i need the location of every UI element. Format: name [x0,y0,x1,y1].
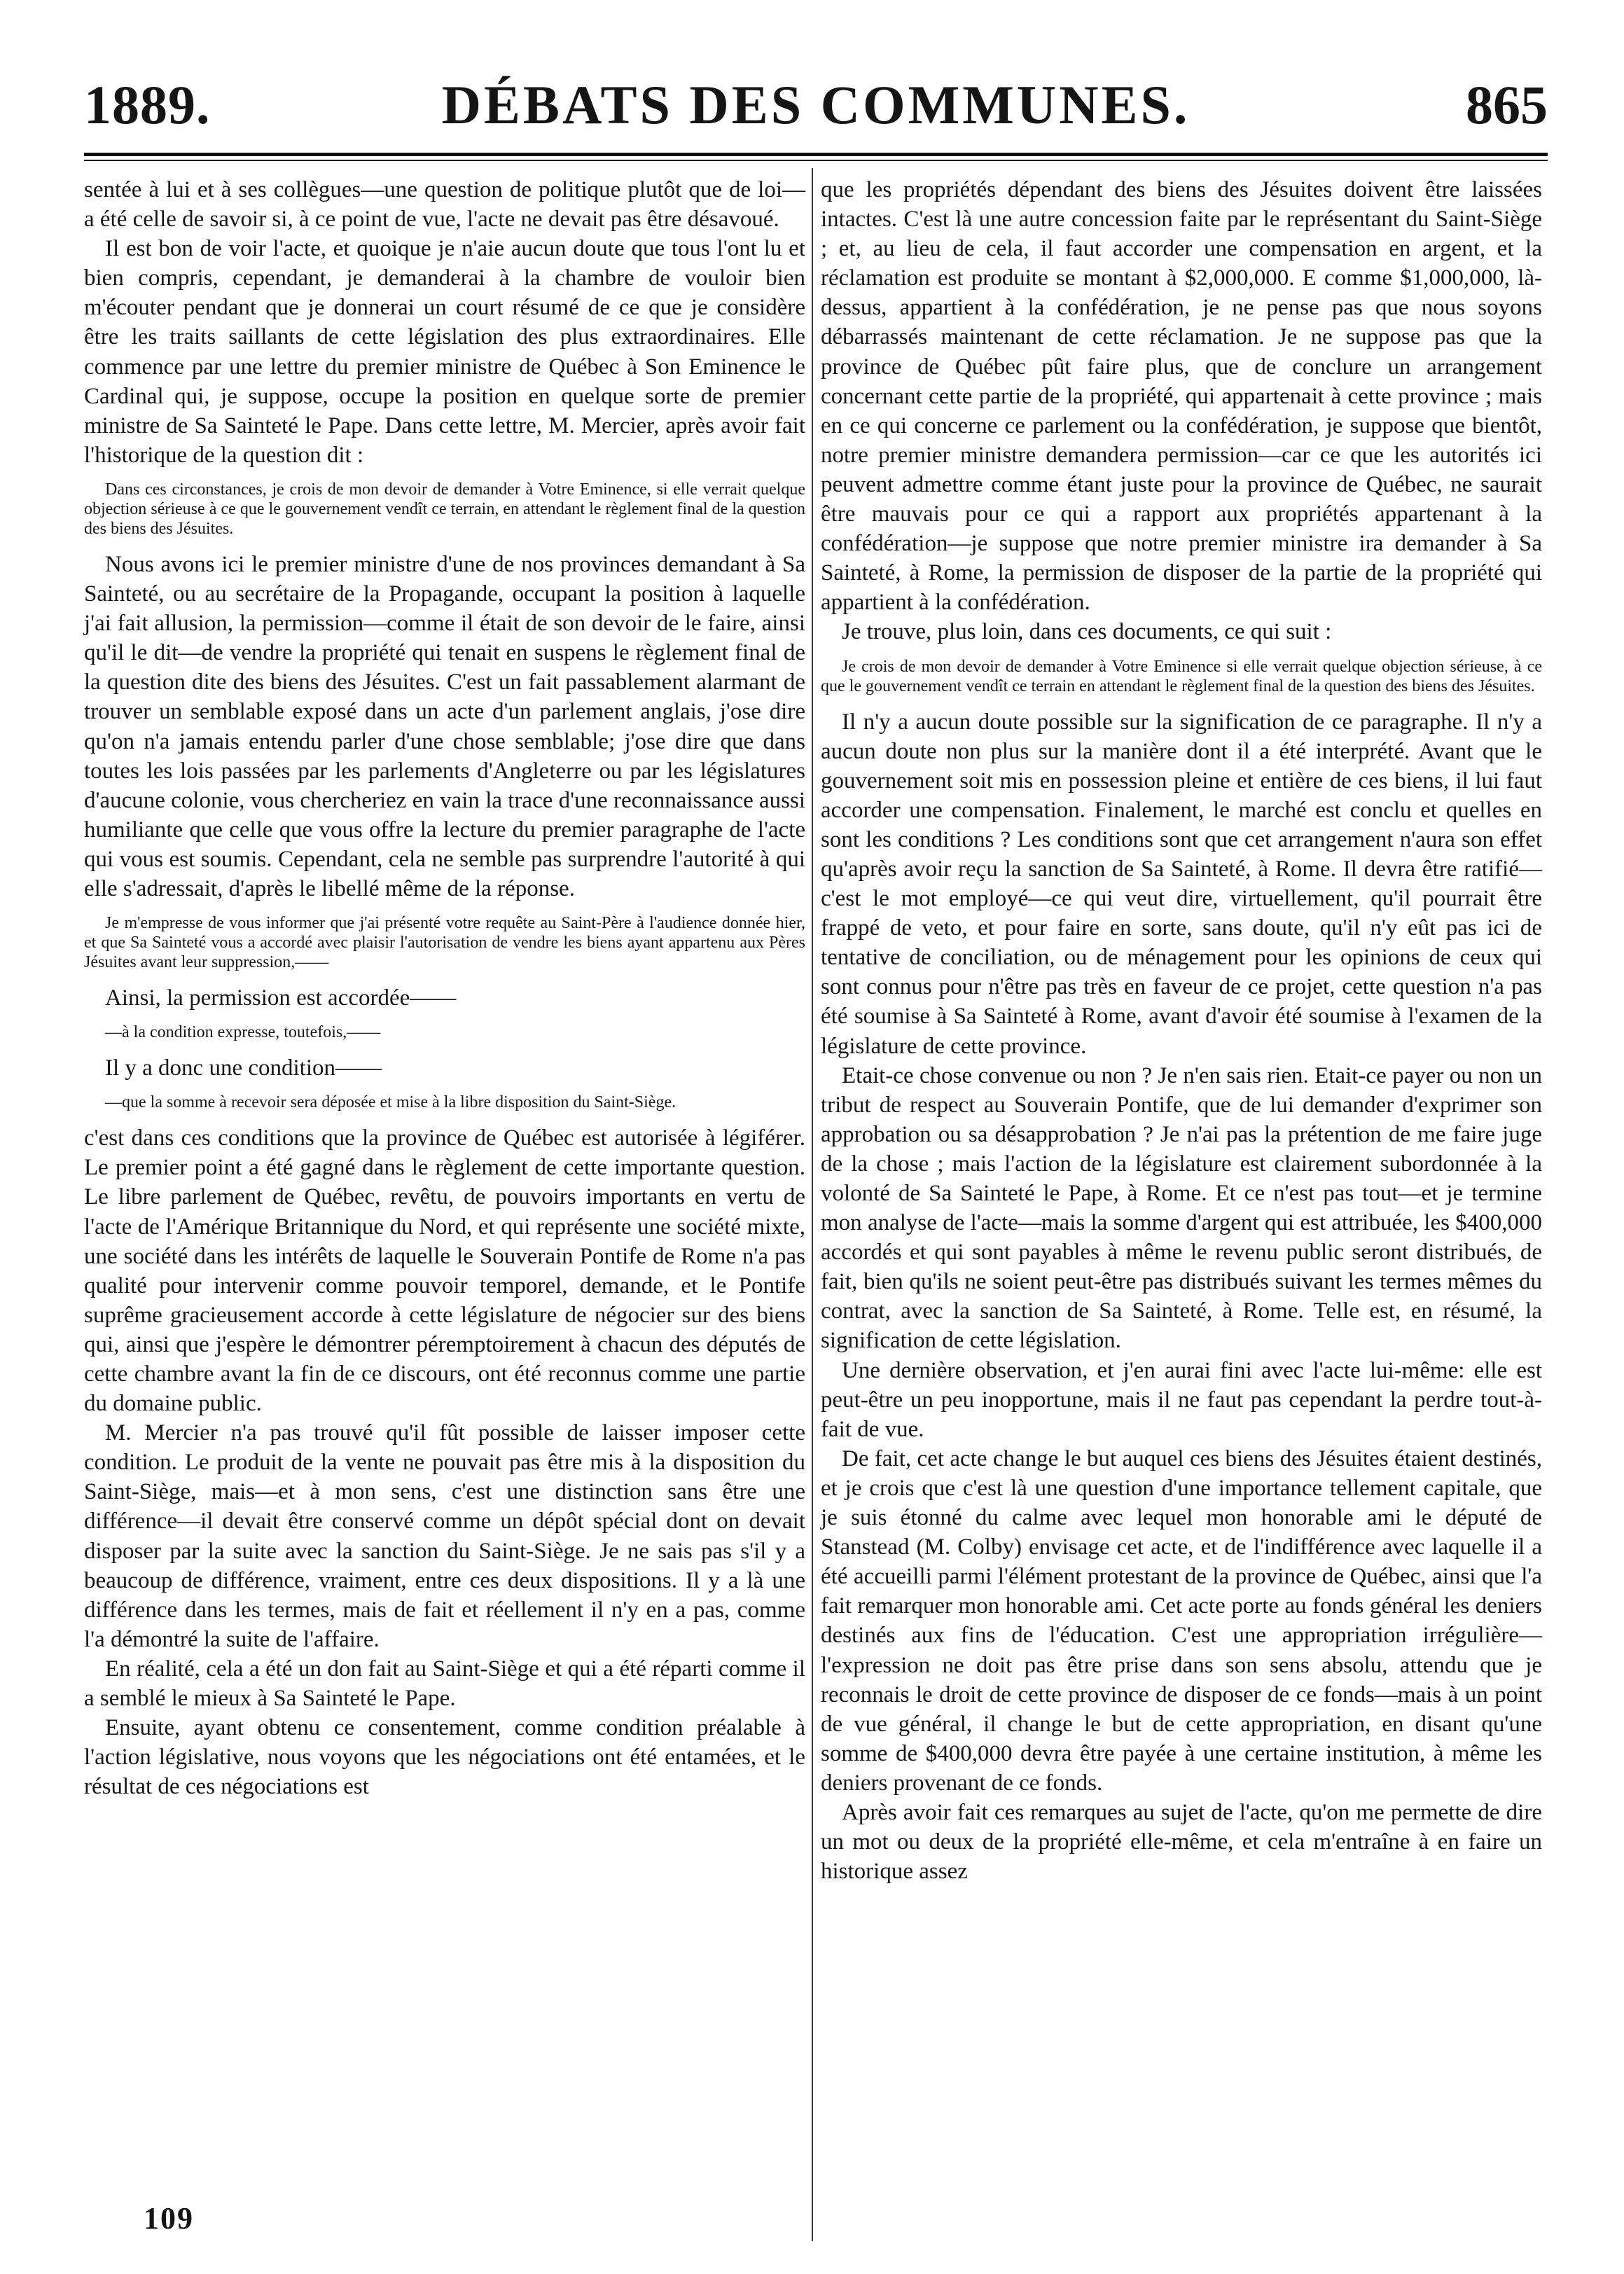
left-paragraph: c'est dans ces conditions que la province de Québec est autorisée à légiférer. Le premier point a été gagné dans le règlement de cette importante question. Le libre parlement de Québec, revêtu, de pouvoirs importants en vertu de l'acte de l'Amérique Britannique du Nord, et qui représente une société mixte, une société dans les intérêts de laquelle le Souverain Pontife de Rome n'a pas qualité pour intervenir comme pouvoir temporel, demande, et le Pontife suprême gracieusement accorde à cette législature de négocier sur des biens qui, ainsi que j'espère le démontrer péremptoirement à chacun des députés de cette chambre avant la fin de ce discours, ont été reconnus comme une partie du domaine public. [84,1125,805,1417]
right-column [821,175,1542,1886]
right-quotation: Je crois de mon devoir de demander à Votre Eminence si elle verrait quelque objection sérieuse, à ce que le gouvernement vendît ce terrain en attendant le règlement final de la question des biens des Jésuites. [821,657,1542,695]
left-column [84,175,805,1801]
left-quotation: —que la somme à recevoir sera déposée et mise à la libre disposition du Saint-Siège. [105,1093,676,1112]
right-paragraph: Après avoir fait ces remarques au sujet de l'acte, qu'on me permette de dire un mot ou deux de la propriété elle-même, et cela m'entraîne à en faire un historique assez [821,1799,1542,1885]
left-paragraph: Nous avons ici le premier ministre d'une de nos provinces demandant à Sa Sainteté, ou au secrétaire de la Propagande, occupant la position à laquelle j'ai fait allusion, la permission—comme il était de son devoir de le faire, ainsi qu'il le dit—de vendre la propriété qui tenait en suspens le règlement final de la question dite des biens des Jésuites. C'est un fait passablement alarmant de trouver un semblable exposé dans un acte d'un parlement anglais, j'ose dire qu'on n'a jamais entendu parler d'une chose semblable; j'ose dire que dans toutes les lois passées par les parlements d'Angleterre ou par les législatures d'aucune colonie, vous chercheriez en vain la trace d'une reconnaissance aussi humiliante que celle que vous offre la lecture du premier paragraphe de l'acte qui vous est soumis. Cependant, cela ne semble pas surprendre l'autorité à qui elle s'adressait, d'après le libellé même de la réponse. [84,551,805,901]
left-paragraph: Il y a donc une condition—— [105,1055,382,1081]
left-paragraph: En réalité, cela a été un don fait au Saint-Siège et qui a été réparti comme il a semblé le mieux à Sa Sainteté le Pape. [84,1656,805,1712]
left-paragraph: Ensuite, ayant obtenu ce consentement, comme condition préalable à l'action législative, nous voyons que les négociations ont été entamées, et le résultat de ces négociations est [84,1715,805,1800]
left-paragraph: Ainsi, la permission est accordée—— [105,985,457,1011]
header-rule [84,153,1548,156]
right-paragraph: Il n'y a aucun doute possible sur la signification de ce paragraphe. Il n'y a aucun doute non plus sur la manière dont il a été interprété. Avant que le gouvernement soit mis en possession pleine et entière de ces biens, il lui faut accorder une compensation. Finalement, le marché est conclu et quelles en sont les conditions ? Les conditions sont que cet arrangement n'aura son effet qu'après avoir reçu la sanction de Sa Sainteté, à Rome. Il devra être ratifié—c'est le mot employé—ce qui veut dire, virtuellement, qu'il pourrait être frappé de veto, et pour faire en sorte, sans doute, qu'il n'y eût pas ici de tentative de conciliation, ou de ménagement pour les opinions de ceux qui sont connus pour n'être pas très en faveur de ce projet, cette question n'a pas été soumise à Sa Sainteté à Rome, avant d'avoir été soumise à l'examen de la législature de cette province. [821,709,1542,1059]
right-paragraph: que les propriétés dépendant des biens des Jésuites doivent être laissées intactes. C'est là une autre concession faite par le représentant du Saint-Siège ; et, au lieu de cela, il faut accorder une compensation en argent, et la réclamation est produite se montant à $2,000,000. E comme $1,000,000, là-dessus, appartient à la confédération, je ne pense pas que nous soyons débarrassés maintenant de cette réclamation. Je ne suppose pas que la province de Québec pût faire plus, que de conclure un arrangement concernant cette partie de la propriété, qui appartenait à cette province ; mais en ce qui concerne ce parlement ou la confédération, je suppose que bientôt, notre premier ministre demandera permission—car ce que les autorités ici peuvent admettre comme étant juste pour la province de Québec, ne saurait être mauvais pour ce qui a rapport aux propriétés appartenant à la confédération—je suppose que notre premier ministre ira demander à Sa Sainteté, à Rome, la permission de disposer de la partie de la propriété qui appartient à la confédération. [821,177,1542,616]
left-paragraph: sentée à lui et à ses collègues—une question de politique plutôt que de loi— a été celle de savoir si, à ce point de vue, l'acte ne devait pas être désavoué. [84,177,805,233]
page-header [84,74,1548,144]
left-paragraph: Il est bon de voir l'acte, et quoique je n'aie aucun doute que tous l'ont lu et bien compris, cependant, je demanderai à la chambre de vouloir bien m'écouter pendant que je donnerai un court résumé de ce que je considère être les traits saillants de cette législation des plus extraordinaires. Elle commence par une lettre du premier ministre de Québec à Son Eminence le Cardinal qui, je suppose, occupe la position en quelque sorte de premier ministre de Sa Sainteté le Pape. Dans cette lettre, M. Mercier, après avoir fait l'historique de la question dit : [84,236,805,468]
header-title: DÉBATS DES COMMUNES. [441,74,1191,135]
left-quotation: Je m'empresse de vous informer que j'ai présenté votre requête au Saint-Père à l'audience donnée hier, et que Sa Sainteté vous a accordé avec plaisir l'autorisation de vendre les biens ayant appartenu aux Pères Jésuites avant leur suppression,—— [84,914,805,972]
left-quotation: —à la condition expresse, toutefois,—— [105,1023,381,1042]
header-page-number: 865 [1466,74,1548,135]
right-paragraph: Une dernière observation, et j'en aurai fini avec l'acte lui-même: elle est peut-être un peu inopportune, mais il ne faut pas cependant la perdre tout-à-fait de vue. [821,1357,1542,1442]
right-paragraph: Je trouve, plus loin, dans ces documents, ce qui suit : [842,619,1332,645]
right-paragraph: Etait-ce chose convenue ou non ? Je n'en sais rien. Etait-ce payer ou non un tribut de respect au Souverain Pontife, que de lui demander d'exprimer son approbation ou sa désapprobation ? Je n'ai pas la prétention de me faire juge de la chose ; mais l'action de la législature est clairement subordonnée à la volonté de Sa Sainteté le Pape, à Rome. Et ce n'est pas tout—et je termine mon analyse de l'acte—mais la somme d'argent qui est attribuée, les $400,000 accordés et qui sont payables à même le revenu public seront distribués, de fait, bien qu'ils ne soient peut-être pas distribués suivant les termes mêmes du contrat, avec la sanction de Sa Sainteté, à Rome. Telle est, en résumé, la signification de cette législation. [821,1062,1542,1354]
right-paragraph: De fait, cet acte change le but auquel ces biens des Jésuites étaient destinés, et je crois que c'est là une question d'une importance tellement capitale, que je suis étonné du calme avec lequel mon honorable ami le député de Stanstead (M. Colby) envisage cet acte, et de l'indifférence avec laquelle il a été accueilli parmi l'élément protestant de la province de Québec, ainsi que l'a fait remarquer mon honorable ami. Cet acte porte au fonds général les deniers destinés aux fins de l'éducation. C'est une appropriation irrégulière—l'expression ne doit pas être prise dans son sens absolu, attendu que je reconnais le droit de cette province de disposer de ce fonds—mais à un point de vue général, il change le but de cette appropriation, en disant qu'une somme de $400,000 devra être payée à une certaine institution, à même les deniers provenant de ce fonds. [821,1445,1542,1796]
signature-mark: 109 [144,2201,194,2235]
header-year: 1889. [84,74,211,135]
left-quotation: Dans ces circonstances, je crois de mon devoir de demander à Votre Eminence, si elle verrait quelque objection sérieuse à ce que le gouvernement vendît ce terrain, en attendant le règlement final de la question des biens des Jésuites. [84,480,805,538]
column-divider [812,168,813,2241]
header-rule-thin [84,160,1548,161]
left-paragraph: M. Mercier n'a pas trouvé qu'il fût possible de laisser imposer cette condition. Le produit de la vente ne pouvait pas être mis à la disposition du Saint-Siège, mais—et à mon sens, c'est une distinction sans être une différence—il devait être conservé comme un dépôt spécial dont on devait disposer par la suite avec la sanction du Saint-Siège. Je ne sais pas s'il y a beaucoup de différence, vraiment, entre ces deux dispositions. Il y a là une différence dans les termes, mais de fait et réellement il n'y en a pas, comme l'a démontré la suite de l'affaire. [84,1420,805,1652]
